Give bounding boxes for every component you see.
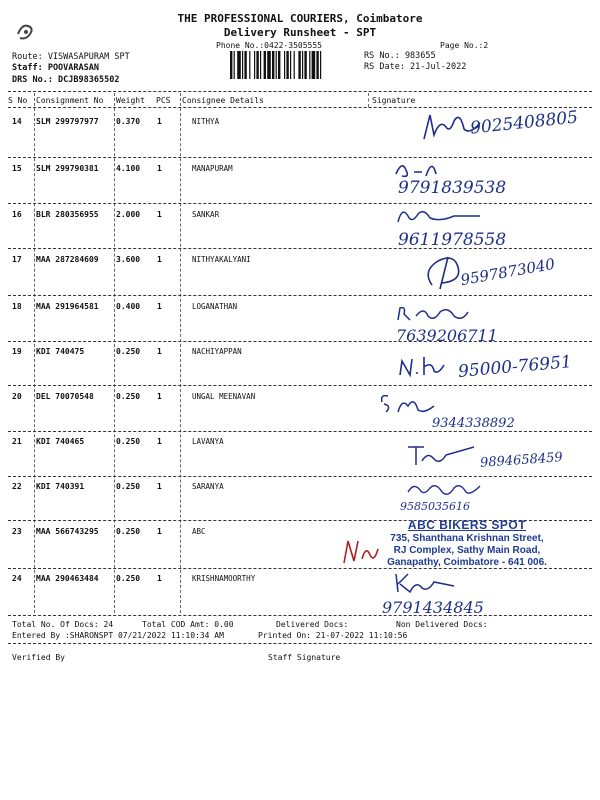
consignee: SARANYA: [192, 482, 224, 491]
weight: 3.600: [116, 255, 141, 264]
barcode-bar: [286, 51, 288, 79]
consignee: NACHIYAPPAN: [192, 347, 242, 356]
table-row: [0, 574, 600, 620]
weight: 0.250: [116, 574, 141, 583]
handwritten-signature: [378, 392, 438, 416]
consignee: NITHYAKALYANI: [192, 255, 251, 264]
weight: 0.250: [116, 482, 141, 491]
consignment-no: MAA 566743295: [36, 527, 99, 536]
handwritten-signature: [418, 251, 478, 291]
weight: 0.400: [116, 302, 141, 311]
barcode-bar: [316, 51, 318, 79]
sno: 14: [12, 117, 22, 126]
consignment-no: MAA 290463484: [36, 574, 99, 583]
table-row: [0, 347, 600, 393]
handwritten-signature: [420, 109, 490, 145]
consignment-no: KDI 740391: [36, 482, 85, 491]
barcode-bar: [234, 51, 235, 79]
pcs: 1: [157, 527, 162, 536]
signature-phone: 7639206711: [396, 326, 498, 345]
consignment-no: DEL 70070548: [36, 392, 94, 401]
barcode-bar: [242, 51, 243, 79]
barcode-bar: [230, 51, 232, 79]
document-subtitle: Delivery Runsheet - SPT: [223, 26, 377, 39]
route: Route: VISWASAPURAM SPT: [12, 52, 130, 62]
pcs: 1: [157, 392, 162, 401]
barcode-bar: [267, 51, 271, 79]
signature-phone: 9344338892: [432, 416, 515, 431]
barcode-bar: [256, 51, 258, 79]
consignee: MANAPURAM: [192, 164, 233, 173]
phone-number: Phone No.:0422-3505555: [216, 41, 322, 50]
consignee: LAVANYA: [192, 437, 224, 446]
verified-by: Verified By: [12, 653, 65, 662]
pcs: 1: [157, 482, 162, 491]
barcode: [230, 51, 354, 79]
staff-signature-label: Staff Signature: [268, 653, 341, 662]
non-delivered-docs: Non Delivered Docs:: [396, 620, 488, 629]
red-ink-signature: [340, 535, 380, 569]
stamp-name: ABC BIKERS SPOT: [407, 518, 527, 532]
sno: 15: [12, 164, 22, 173]
signature-phone: 9791839538: [398, 178, 507, 198]
stamp-line-3: Ganapathy, Coimbatore - 641 006.: [387, 557, 547, 568]
handwritten-signature: [404, 441, 484, 471]
pcs: 1: [157, 255, 162, 264]
barcode-bar: [320, 51, 321, 79]
barcode-bar: [294, 51, 295, 79]
barcode-bar: [254, 51, 255, 79]
consignment-no: SLM 299797977: [36, 117, 99, 126]
weight: 0.370: [116, 117, 141, 126]
sno: 18: [12, 302, 22, 311]
signature-phone: 9894658459: [479, 450, 564, 471]
barcode-bar: [244, 51, 246, 79]
consignment-no: KDI 740475: [36, 347, 85, 356]
handwritten-signature: [394, 204, 484, 230]
delivered-docs: Delivered Docs:: [276, 620, 349, 629]
pcs: 1: [157, 117, 162, 126]
sno: 19: [12, 347, 22, 356]
pcs: 1: [157, 164, 162, 173]
table-row: [0, 210, 600, 256]
weight: 0.250: [116, 347, 141, 356]
consignment-no: MAA 287284609: [36, 255, 99, 264]
printed-on: Printed On: 21-07-2022 11:10:56: [258, 631, 408, 640]
consignee: SANKAR: [192, 210, 220, 219]
drs-number: DRS No.: DCJB98365502: [12, 75, 120, 85]
entered-by: Entered By :SHARONSPT 07/21/2022 11:10:34 AM: [12, 631, 224, 640]
signature-phone: 9585035616: [400, 500, 470, 513]
barcode-bar: [298, 51, 300, 79]
col-sno: S No: [8, 96, 28, 105]
consignment-no: KDI 740465: [36, 437, 85, 446]
handwritten-signature: [392, 156, 442, 182]
pcs: 1: [157, 347, 162, 356]
rs-date: RS Date: 21-Jul-2022: [364, 62, 467, 72]
sno: 20: [12, 392, 22, 401]
barcode-bar: [312, 51, 316, 79]
staff: Staff: POOVARASAN: [12, 63, 99, 73]
page-number: Page No.:2: [440, 41, 489, 50]
barcode-bar: [302, 51, 303, 79]
pcs: 1: [157, 210, 162, 219]
col-signature: Signature: [372, 96, 416, 105]
consignee: NITHYA: [192, 117, 220, 126]
signature-phone: 9611978558: [398, 230, 507, 250]
sno: 24: [12, 574, 22, 583]
handwritten-signature: [392, 570, 462, 598]
stamp-line-2: RJ Complex, Sathy Main Road,: [393, 545, 541, 556]
pcs: 1: [157, 302, 162, 311]
weight: 0.250: [116, 437, 141, 446]
barcode-bar: [264, 51, 266, 79]
sno: 21: [12, 437, 22, 446]
courier-logo-icon: [14, 20, 38, 44]
signature-phone: 9597873040: [459, 254, 557, 290]
signature-phone: 9025408805: [469, 107, 579, 139]
pcs: 1: [157, 574, 162, 583]
stamp-line-1: 735, Shanthana Krishnan Street,: [390, 533, 544, 544]
barcode-bar: [276, 51, 277, 79]
consignee: UNGAL MEENAVAN: [192, 392, 256, 401]
barcode-bar: [309, 51, 310, 79]
barcode-bar: [304, 51, 306, 79]
sno: 23: [12, 527, 22, 536]
document-title: THE PROFESSIONAL COURIERS, Coimbatore: [177, 12, 423, 25]
signature-phone: 95000-76951: [457, 352, 573, 382]
rs-number: RS No.: 983655: [364, 51, 436, 61]
barcode-bar: [272, 51, 274, 79]
sno: 16: [12, 210, 22, 219]
barcode-bar: [284, 51, 285, 79]
barcode-bar: [290, 51, 291, 79]
consignee: LOGANATHAN: [192, 302, 238, 311]
sno: 22: [12, 482, 22, 491]
handwritten-signature: [396, 351, 456, 381]
signature-phone: 9791434845: [382, 598, 484, 617]
col-consignment: Consignment No: [36, 96, 104, 105]
consignee: KRISHNAMOORTHY: [192, 574, 256, 583]
consignee: ABC: [192, 527, 206, 536]
weight: 4.100: [116, 164, 141, 173]
total-docs: Total No. Of Docs: 24: [12, 620, 114, 629]
consignment-no: BLR 280356955: [36, 210, 99, 219]
col-pcs: PCS: [156, 96, 171, 105]
barcode-bar: [260, 51, 261, 79]
sno: 17: [12, 255, 22, 264]
handwritten-signature: [394, 302, 484, 326]
col-weight: Weight: [116, 96, 145, 105]
handwritten-signature: [404, 480, 484, 502]
total-cod: Total COD Amt: 0.00: [142, 620, 234, 629]
pcs: 1: [157, 437, 162, 446]
consignment-no: SLM 299790381: [36, 164, 99, 173]
col-consignee: Consignee Details: [182, 96, 264, 105]
weight: 0.250: [116, 527, 141, 536]
weight: 2.000: [116, 210, 141, 219]
consignment-no: MAA 291964581: [36, 302, 99, 311]
company-stamp: [382, 518, 552, 568]
barcode-bar: [237, 51, 241, 79]
barcode-bar: [249, 51, 250, 79]
weight: 0.250: [116, 392, 141, 401]
barcode-bar: [278, 51, 280, 79]
